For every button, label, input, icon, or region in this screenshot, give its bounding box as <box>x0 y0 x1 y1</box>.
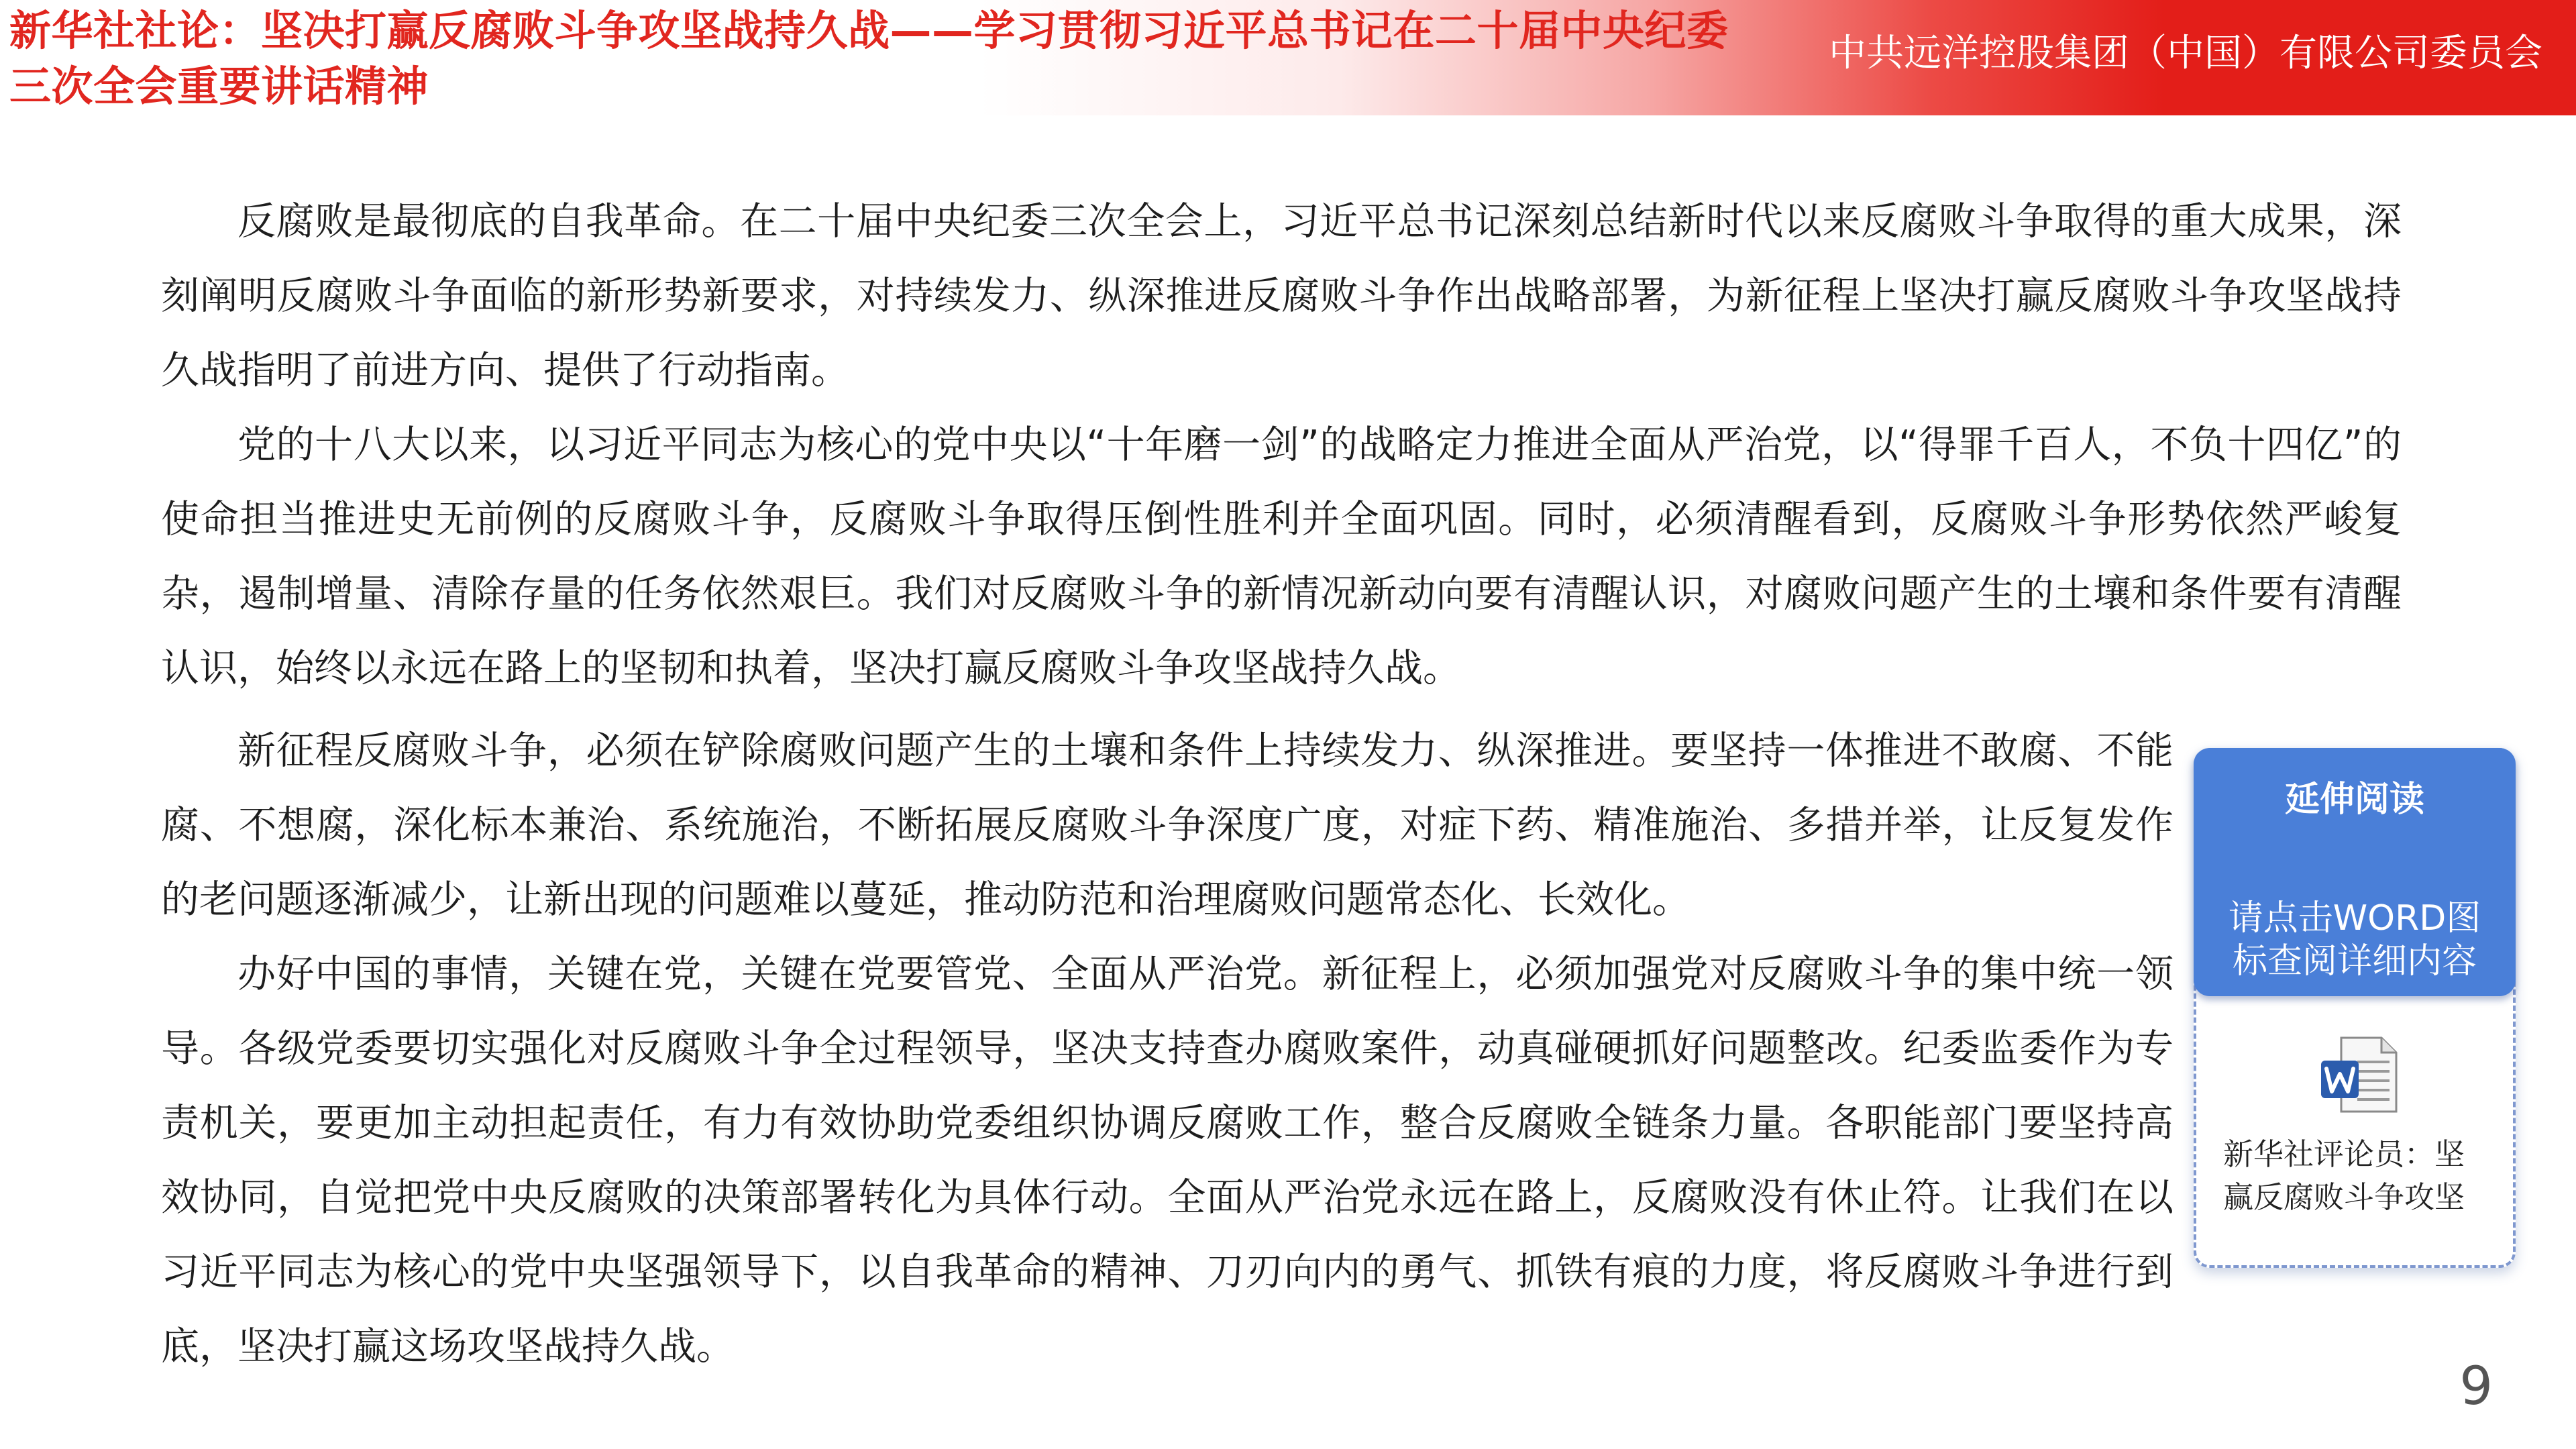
paragraph-2: 党的十八大以来，以习近平同志为核心的党中央以“十年磨一剑”的战略定力推进全面从严治党，以“得罪千百人，不负十四亿”的使命担当推进史无前例的反腐败斗争，反腐败斗争取得压倒性胜利并全面巩固。同时，必须清醒看到，反腐败斗争形势依然严峻复杂，遏制增量、清除存量的任务依然艰巨。我们对反腐败斗争的新情况新动向要有清醒认识，对腐败问题产生的土壤和条件要有清醒认识，始终以永远在路上的坚韧和执着，坚决打赢反腐败斗争攻坚战持久战。 <box>161 423 2402 690</box>
extended-reading-header <box>2194 748 2516 996</box>
paragraph-4: 办好中国的事情，关键在党，关键在党要管党、全面从严治党。新征程上，必须加强党对反腐败斗争的集中统一领导。各级党委要切实强化对反腐败斗争全过程领导，坚决支持查办腐败案件，动真碰硬抓好问题整改。纪委监委作为专责机关，要更加主动担起责任，有力有效协助党委组织协调反腐败工作，整合反腐败全链条力量。各职能部门要坚持高效协同，自觉把党中央反腐败的决策部署转化为具体行动。全面从严治党永远在路上，反腐败没有休止符。让我们在以习近平同志为核心的党中央坚强领导下，以自我革命的精神、刀刃向内的勇气、抓铁有痕的力度，将反腐败斗争进行到底，坚决打赢这场攻坚战持久战。 <box>161 952 2174 1368</box>
extended-reading-title: 延伸阅读 <box>2284 780 2424 820</box>
extended-reading-panel <box>2194 748 2516 1268</box>
organization-name: 中共远洋控股集团（中国）有限公司委员会 <box>1829 32 2542 75</box>
slide-title: 新华社社论：坚决打赢反腐败斗争攻坚战持久战——学习贯彻习近平总书记在二十届中央纪委三次全会重要讲话精神 <box>9 6 1729 111</box>
page-number: 9 <box>2459 1356 2493 1417</box>
article-body <box>161 184 2402 1384</box>
word-document-name[interactable]: 新华社评论员：坚赢反腐败斗争攻坚 <box>2223 1136 2465 1215</box>
word-document-icon[interactable] <box>2316 1032 2403 1120</box>
paragraph-1: 反腐败是最彻底的自我革命。在二十届中央纪委三次全会上，习近平总书记深刻总结新时代以来反腐败斗争取得的重大成果，深刻阐明反腐败斗争面临的新形势新要求，对持续发力、纵深推进反腐败斗争作出战略部署，为新征程上坚决打赢反腐败斗争攻坚战持久战指明了前进方向、提供了行动指南。 <box>161 199 2402 392</box>
paragraph-3: 新征程反腐败斗争，必须在铲除腐败问题产生的土壤和条件上持续发力、纵深推进。要坚持一体推进不敢腐、不能腐、不想腐，深化标本兼治、系统施治，不断拓展反腐败斗争深度广度，对症下药、精准施治、多措并举，让反复发作的老问题逐渐减少，让新出现的问题难以蔓延，推动防范和治理腐败问题常态化、长效化。 <box>161 729 2174 922</box>
extended-reading-instruction: 请点击WORD图标查阅详细内容 <box>2228 898 2481 981</box>
